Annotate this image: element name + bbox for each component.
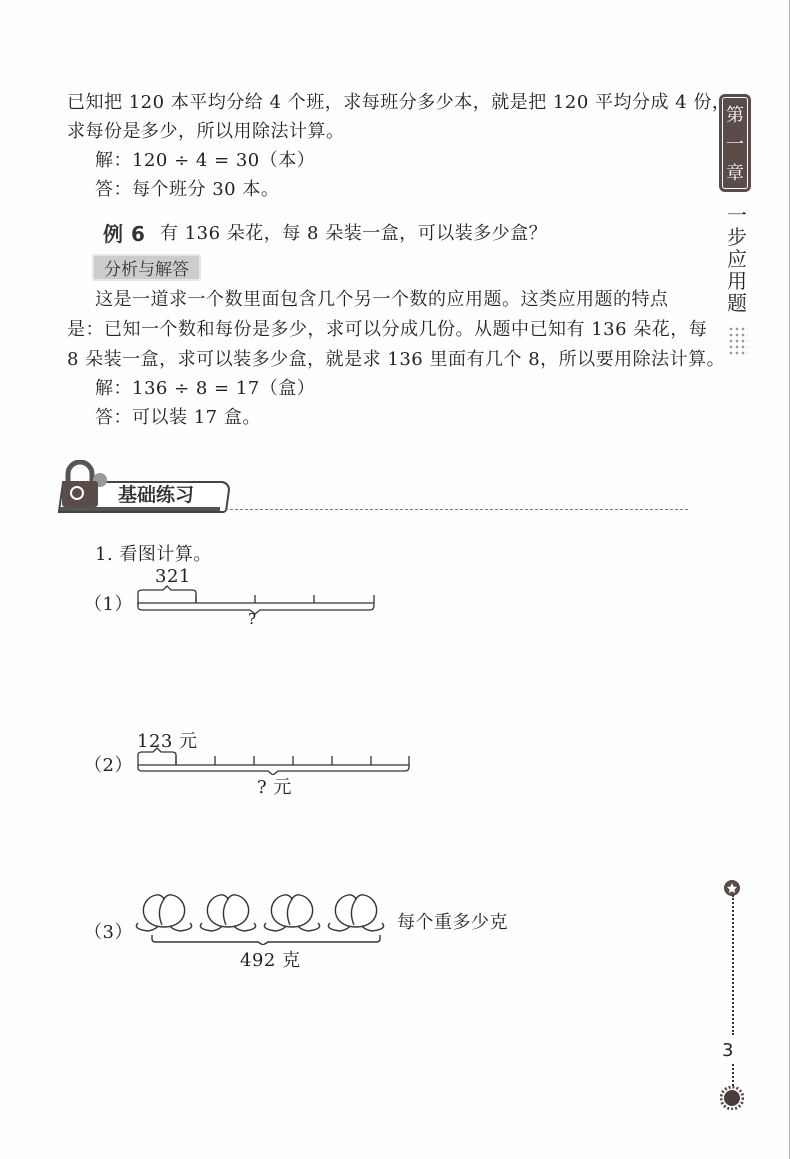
chapter-title-char: 应 bbox=[727, 247, 747, 271]
answer-line: 答：每个班分 30 本。 bbox=[95, 179, 280, 200]
peach-icon bbox=[328, 895, 383, 931]
sun-icon bbox=[720, 1086, 744, 1110]
text-line: 是：已知一个数和每份是多少，求可以分成几份。从题中已知有 136 朵花，每 bbox=[67, 319, 708, 340]
analysis-badge: 分析与解答 bbox=[92, 254, 201, 281]
section-divider bbox=[225, 509, 688, 510]
text-line: 已知把 120 本平均分给 4 个班，求每班分多少本，就是把 120 平均分成 4 份， bbox=[67, 92, 731, 113]
total-label: ? 元 bbox=[257, 777, 292, 798]
chapter-char: 章 bbox=[726, 162, 744, 184]
page-number: 3 bbox=[722, 1040, 734, 1061]
peach-icon bbox=[264, 895, 319, 931]
problem-number: （1） bbox=[84, 594, 133, 615]
segment-label: 321 bbox=[155, 566, 191, 587]
text-line: 这是一道求一个数里面包含几个另一个数的应用题。这类应用题的特点 bbox=[95, 289, 669, 310]
exercise-title: 1. 看图计算。 bbox=[95, 544, 212, 565]
total-label: ? bbox=[248, 610, 257, 628]
dotted-line bbox=[732, 1064, 734, 1086]
chapter-title bbox=[725, 204, 749, 314]
solution-line: 解：136 ÷ 8 = 17（盒） bbox=[95, 378, 316, 399]
text-line: 求每份是多少，所以用除法计算。 bbox=[67, 121, 345, 142]
lock-icon bbox=[60, 460, 110, 508]
chapter-title-char: 用 bbox=[727, 269, 747, 293]
line-segment-diagram bbox=[130, 585, 380, 615]
peach-icon bbox=[200, 895, 255, 931]
section-title: 基础练习 bbox=[118, 484, 195, 506]
solution-line: 解：120 ÷ 4 = 30（本） bbox=[95, 150, 316, 171]
chapter-title-char: 题 bbox=[727, 291, 747, 315]
question-label: 每个重多少克 bbox=[397, 912, 508, 933]
chapter-title-char: 一 bbox=[727, 203, 747, 227]
total-label: 492 克 bbox=[240, 950, 301, 971]
peach-icon bbox=[136, 895, 191, 931]
problem-number: （2） bbox=[84, 755, 133, 776]
dotted-line bbox=[732, 895, 734, 1035]
peaches-diagram bbox=[130, 885, 400, 945]
problem-number: （3） bbox=[84, 922, 133, 943]
chapter-char: 第 bbox=[726, 105, 744, 127]
line-segment-diagram bbox=[130, 745, 415, 775]
example-question: 有 136 朵花，每 8 朵装一盒，可以装多少盒？ bbox=[160, 223, 548, 244]
segment-label: 123 元 bbox=[137, 731, 198, 752]
answer-line: 答：可以装 17 盒。 bbox=[95, 407, 261, 428]
chapter-char: 一 bbox=[726, 133, 744, 155]
example-label: 例 6 bbox=[103, 222, 146, 246]
dot-grid-decoration bbox=[728, 326, 748, 356]
text-line: 8 朵装一盒，求可以装多少盒，就是求 136 里面有几个 8，所以要用除法计算。 bbox=[67, 349, 726, 370]
chapter-title-char: 步 bbox=[727, 225, 747, 249]
